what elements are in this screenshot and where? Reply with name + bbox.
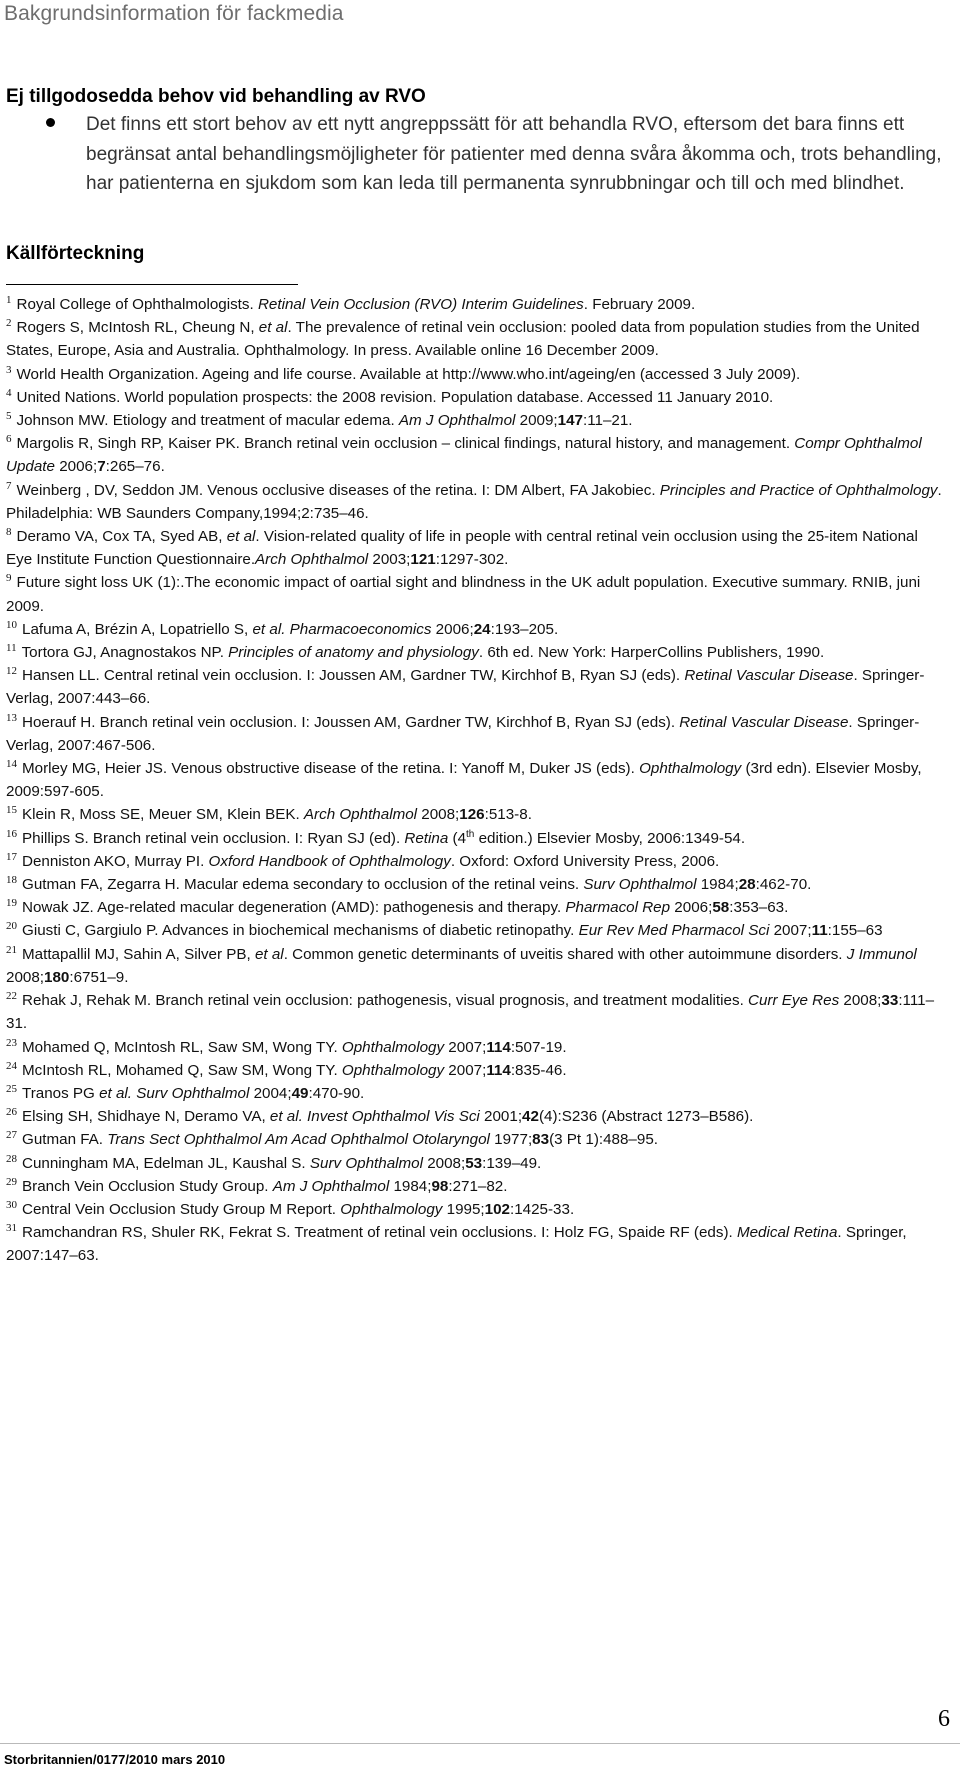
- reference-text: Am J Ophthalmol: [272, 1177, 390, 1195]
- reference-text: 28: [738, 876, 756, 894]
- reference-text: :271–82.: [448, 1177, 508, 1195]
- reference-text: Arch Ophthalmol: [303, 806, 418, 824]
- reference-text: . Common genetic determinants of uveitis shared with other autoimmune disorders.: [283, 945, 847, 963]
- reference-text: 2007;: [444, 1038, 487, 1056]
- reference-text: 2003;: [368, 551, 411, 569]
- reference-list: [6, 293, 946, 1268]
- reference-text: (3 Pt 1):488–95.: [549, 1131, 658, 1149]
- footer-rule: [0, 1743, 960, 1744]
- reference-number: 5: [6, 410, 12, 423]
- reference-text: Ophthalmology: [341, 1038, 445, 1056]
- reference-text: 2009;: [515, 412, 558, 430]
- reference-text: :139–49.: [482, 1154, 542, 1172]
- reference-text: et al. Pharmacoeconomics: [252, 620, 432, 638]
- reference-text: :353–63.: [729, 899, 789, 917]
- reference-item: [6, 919, 946, 942]
- reference-item: [6, 525, 946, 571]
- reference-text: Ophthalmology: [639, 760, 742, 778]
- reference-number: 28: [6, 1152, 17, 1165]
- reference-item: [6, 827, 946, 850]
- reference-text: . Springer, 2007:147–63.: [6, 1224, 907, 1265]
- reference-number: 31: [6, 1222, 17, 1235]
- reference-text: . Vision-related quality of life in people with central retinal vein occlusion using the 25-item National Eye Institute Function Questionnaire.: [6, 528, 918, 569]
- reference-text: edition.) Elsevier Mosby, 2006:1349-54.: [474, 829, 746, 847]
- reference-number: 23: [6, 1036, 17, 1049]
- reference-text: 24: [473, 620, 491, 638]
- reference-text: 2008;: [839, 992, 882, 1010]
- reference-number: 12: [6, 665, 17, 678]
- reference-text: Retinal Vascular Disease: [684, 667, 854, 685]
- references-heading: Källförteckning: [6, 243, 145, 264]
- reference-text: Lafuma A, Brézin A, Lopatriello S,: [22, 620, 253, 638]
- reference-text: United Nations. World population prospects: the 2008 revision. Population database. Accessed 11 January 2010.: [16, 388, 774, 406]
- reference-text: Denniston AKO, Murray PI.: [22, 852, 209, 870]
- reference-text: Pharmacol Rep: [565, 899, 671, 917]
- reference-text: Rogers S, McIntosh RL, Cheung N,: [16, 319, 259, 337]
- reference-number: 8: [6, 526, 12, 539]
- reference-item: [6, 1221, 946, 1267]
- reference-text: 2004;: [249, 1084, 292, 1102]
- reference-item: [6, 479, 946, 525]
- reference-text: Curr Eye Res: [748, 992, 840, 1010]
- reference-text: 2006;: [431, 620, 474, 638]
- reference-item: [6, 1175, 946, 1198]
- reference-number: 16: [6, 827, 17, 840]
- reference-text: et al: [258, 319, 288, 337]
- reference-text: 42: [522, 1108, 539, 1126]
- reference-text: Giusti C, Gargiulo P. Advances in biochemical mechanisms of diabetic retinopathy.: [22, 922, 579, 940]
- reference-item: [6, 1036, 946, 1059]
- reference-text: 2007;: [444, 1061, 487, 1079]
- reference-text: :462-70.: [755, 876, 812, 894]
- reference-text: :1297-302.: [435, 551, 509, 569]
- footnote-separator: [6, 284, 298, 285]
- reference-text: 33: [881, 992, 899, 1010]
- reference-item: [6, 1105, 946, 1128]
- reference-text: 2006;: [54, 458, 98, 476]
- reference-number: 9: [6, 572, 12, 585]
- reference-text: 2008;: [417, 806, 460, 824]
- reference-item: [6, 943, 946, 989]
- reference-number: 14: [6, 758, 17, 771]
- reference-text: . Philadelphia: WB Saunders Company,1994;2:735–46.: [6, 481, 942, 522]
- reference-text: Nowak JZ. Age-related macular degeneration (AMD): pathogenesis and therapy.: [22, 899, 566, 917]
- reference-item: [6, 873, 946, 896]
- reference-item: [6, 432, 946, 478]
- reference-text: 2007;: [769, 922, 812, 940]
- reference-text: Surv Ophthalmol: [309, 1154, 423, 1172]
- reference-item: [6, 386, 946, 409]
- reference-text: Rehak J, Rehak M. Branch retinal vein occlusion: pathogenesis, visual prognosis, and treatment modalities.: [22, 992, 749, 1010]
- reference-text: Cunningham MA, Edelman JL, Kaushal S.: [22, 1154, 310, 1172]
- bullet-icon: [46, 118, 55, 127]
- reference-text: Gutman FA, Zegarra H. Macular edema secondary to occlusion of the retinal veins.: [22, 876, 584, 894]
- reference-text: 2008;: [6, 968, 45, 986]
- reference-item: [6, 850, 946, 873]
- reference-text: McIntosh RL, Mohamed Q, Saw SM, Wong TY.: [22, 1061, 342, 1079]
- reference-number: 22: [6, 990, 17, 1003]
- reference-text: 2008;: [423, 1154, 466, 1172]
- reference-text: Elsing SH, Shidhaye N, Deramo VA,: [22, 1108, 270, 1126]
- reference-item: [6, 641, 946, 664]
- reference-text: (4: [448, 829, 467, 847]
- reference-text: Weinberg , DV, Seddon JM. Venous occlusive diseases of the retina. I: DM Albert, FA Jakobiec.: [16, 481, 660, 499]
- reference-text: Branch Vein Occlusion Study Group.: [22, 1177, 273, 1195]
- reference-text: Klein R, Moss SE, Meuer SM, Klein BEK.: [22, 806, 304, 824]
- reference-item: [6, 803, 946, 826]
- reference-text: 180: [44, 968, 70, 986]
- reference-item: [6, 664, 946, 710]
- reference-text: 1984;: [389, 1177, 432, 1195]
- reference-text: 1984;: [696, 876, 739, 894]
- reference-text: Oxford Handbook of Ophthalmology: [208, 852, 451, 870]
- reference-text: 58: [712, 899, 730, 917]
- reference-item: [6, 409, 946, 432]
- reference-number: 24: [6, 1059, 17, 1072]
- reference-text: 114: [486, 1038, 511, 1056]
- reference-number: 11: [6, 642, 17, 655]
- reference-number: 27: [6, 1129, 17, 1142]
- reference-text: :11–21.: [582, 412, 633, 430]
- reference-text: Royal College of Ophthalmologists.: [16, 296, 258, 313]
- reference-text: Margolis R, Singh RP, Kaiser PK. Branch retinal vein occlusion – clinical findings, natural history, and management.: [16, 435, 795, 453]
- reference-text: :265–76.: [105, 458, 165, 476]
- reference-number: 13: [6, 711, 17, 724]
- reference-text: Principles of anatomy and physiology: [228, 644, 479, 662]
- reference-text: et al. Invest Ophthalmol Vis Sci: [269, 1108, 480, 1126]
- reference-item: [6, 711, 946, 757]
- reference-item: [6, 363, 946, 386]
- reference-text: . The prevalence of retinal vein occlusion: pooled data from population studies from the United States, Europe, Asia and Australia. Ophthalmology. In press. Available online 16 December 2009.: [6, 319, 920, 360]
- reference-number: 3: [6, 363, 12, 376]
- reference-text: 49: [291, 1084, 309, 1102]
- reference-text: Gutman FA.: [22, 1131, 108, 1149]
- reference-text: :470-90.: [308, 1084, 365, 1102]
- reference-item: [6, 293, 946, 316]
- reference-text: Tranos PG: [22, 1084, 100, 1102]
- reference-text: et al: [254, 945, 284, 963]
- reference-number: 10: [6, 618, 17, 631]
- reference-item: [6, 316, 946, 362]
- section-heading: Ej tillgodosedda behov vid behandling av RVO: [6, 86, 426, 107]
- reference-text: 7: [97, 458, 106, 476]
- reference-text: Future sight loss UK (1):.The economic impact of oartial sight and blindness in the UK adult population. Executive summary. RNIB, juni 2009.: [6, 574, 921, 615]
- page-number: 6: [938, 1706, 950, 1732]
- reference-item: [6, 1082, 946, 1105]
- reference-text: 83: [532, 1131, 550, 1149]
- reference-item: [6, 989, 946, 1035]
- bullet-list-item: [46, 110, 951, 199]
- reference-text: . Springer-Verlag, 2007:443–66.: [6, 667, 925, 708]
- reference-text: et al: [226, 528, 256, 546]
- reference-text: :155–63: [827, 922, 883, 940]
- reference-text: 2006;: [670, 899, 713, 917]
- reference-number: 1: [6, 294, 12, 306]
- reference-number: 19: [6, 897, 17, 910]
- reference-text: (4):S236 (Abstract 1273–B586).: [538, 1108, 754, 1126]
- reference-text: . 6th ed. New York: HarperCollins Publishers, 1990.: [478, 644, 825, 662]
- reference-text: Hoerauf H. Branch retinal vein occlusion. I: Joussen AM, Gardner TW, Kirchhof B, Ryan SJ (eds).: [22, 713, 680, 731]
- reference-text: 1977;: [489, 1131, 533, 1149]
- reference-text: :513-8.: [484, 806, 532, 824]
- reference-number: 30: [6, 1198, 17, 1211]
- reference-text: :193–205.: [490, 620, 559, 638]
- reference-number: 25: [6, 1082, 17, 1095]
- reference-item: [6, 1059, 946, 1082]
- reference-number: 15: [6, 804, 17, 817]
- reference-item: [6, 757, 946, 803]
- reference-text: Trans Sect Ophthalmol Am Acad Ophthalmol Otolaryngol: [107, 1131, 490, 1149]
- reference-item: [6, 1128, 946, 1151]
- reference-text: Surv Ophthalmol: [583, 876, 697, 894]
- reference-text: 102: [484, 1200, 510, 1218]
- reference-number: 18: [6, 874, 17, 887]
- reference-number: 26: [6, 1106, 17, 1119]
- reference-text: :835-46.: [510, 1061, 567, 1079]
- reference-number: 20: [6, 920, 17, 933]
- reference-text: Am J Ophthalmol: [398, 412, 516, 430]
- reference-number: 4: [6, 386, 12, 399]
- reference-item: [6, 1152, 946, 1175]
- reference-text: 126: [459, 806, 485, 824]
- reference-text: Mattapallil MJ, Sahin A, Silver PB,: [22, 945, 255, 963]
- reference-text: Hansen LL. Central retinal vein occlusion. I: Joussen AM, Gardner TW, Kirchhof B, Ryan SJ (eds).: [22, 667, 685, 685]
- reference-text: Ophthalmology: [341, 1061, 445, 1079]
- reference-text: Arch Ophthalmol: [255, 551, 369, 569]
- reference-text: :111–31.: [6, 992, 935, 1033]
- reference-text: Phillips S. Branch retinal vein occlusion. I: Ryan SJ (ed).: [22, 829, 405, 847]
- reference-text: :1425-33.: [509, 1200, 575, 1218]
- reference-text: Ramchandran RS, Shuler RK, Fekrat S. Treatment of retinal vein occlusions. I: Holz FG, Spaide RF (eds).: [22, 1224, 737, 1242]
- reference-number: 29: [6, 1175, 17, 1188]
- reference-text: Retinal Vein Occlusion (RVO) Interim Guidelines: [257, 296, 584, 313]
- reference-number: 17: [6, 850, 17, 863]
- reference-text: J Immunol: [846, 945, 917, 963]
- reference-number: 21: [6, 943, 17, 956]
- reference-text: Retinal Vascular Disease: [679, 713, 849, 731]
- reference-text: 53: [465, 1154, 483, 1172]
- reference-text: Deramo VA, Cox TA, Syed AB,: [16, 528, 227, 546]
- reference-text: Retina: [404, 829, 449, 847]
- reference-text: . Oxford: Oxford University Press, 2006.: [450, 852, 720, 870]
- reference-item: [6, 571, 946, 617]
- reference-text: Principles and Practice of Ophthalmology: [659, 481, 938, 499]
- reference-item: [6, 1198, 946, 1221]
- reference-text: 147: [557, 412, 583, 430]
- reference-number: 7: [6, 479, 12, 492]
- reference-text: . Springer-Verlag, 2007:467-506.: [6, 713, 920, 754]
- reference-text: Medical Retina: [736, 1224, 838, 1242]
- running-header: Bakgrundsinformation för fackmedia: [4, 2, 344, 25]
- reference-text: et al. Surv Ophthalmol: [99, 1084, 250, 1102]
- reference-text: Morley MG, Heier JS. Venous obstructive disease of the retina. I: Yanoff M, Duker JS (eds).: [22, 760, 640, 778]
- reference-text: Ophthalmology: [340, 1200, 443, 1218]
- bullet-text: Det finns ett stort behov av ett nytt angreppssätt för att behandla RVO, eftersom det bara finns ett begränsat antal behandlingsmöjligheter för patienter med denna svåra åkomma och, trots behandling, har patienterna en sjukdom som kan leda till permanenta synrubbningar och till och med blindhet.: [86, 114, 942, 194]
- footer-text: Storbritannien/0177/2010 mars 2010: [4, 1752, 226, 1767]
- reference-text: Tortora GJ, Anagnostakos NP.: [21, 644, 229, 662]
- reference-text: Mohamed Q, McIntosh RL, Saw SM, Wong TY.: [22, 1038, 342, 1056]
- reference-text: 114: [486, 1061, 511, 1079]
- reference-text: :6751–9.: [69, 968, 129, 986]
- reference-text: 98: [431, 1177, 449, 1195]
- reference-text: Central Vein Occlusion Study Group M Report.: [22, 1200, 341, 1218]
- reference-text: . February 2009.: [583, 296, 696, 313]
- reference-item: [6, 618, 946, 641]
- reference-item: [6, 896, 946, 919]
- reference-text: (3rd edn). Elsevier Mosby, 2009:597-605.: [6, 760, 922, 801]
- reference-text: Compr Ophthalmol Update: [6, 435, 922, 476]
- reference-text: th: [466, 828, 475, 840]
- reference-number: 2: [6, 317, 12, 330]
- reference-text: :507-19.: [510, 1038, 567, 1056]
- reference-text: 2001;: [479, 1108, 523, 1126]
- reference-text: World Health Organization. Ageing and life course. Available at http://www.who.int/ageing/en (accessed 3 July 2009).: [16, 365, 801, 383]
- reference-number: 6: [6, 433, 12, 446]
- reference-text: 11: [811, 922, 828, 940]
- reference-text: 121: [410, 551, 436, 569]
- reference-text: Johnson MW. Etiology and treatment of macular edema.: [16, 412, 399, 430]
- reference-text: Eur Rev Med Pharmacol Sci: [578, 922, 770, 940]
- reference-text: 1995;: [442, 1200, 485, 1218]
